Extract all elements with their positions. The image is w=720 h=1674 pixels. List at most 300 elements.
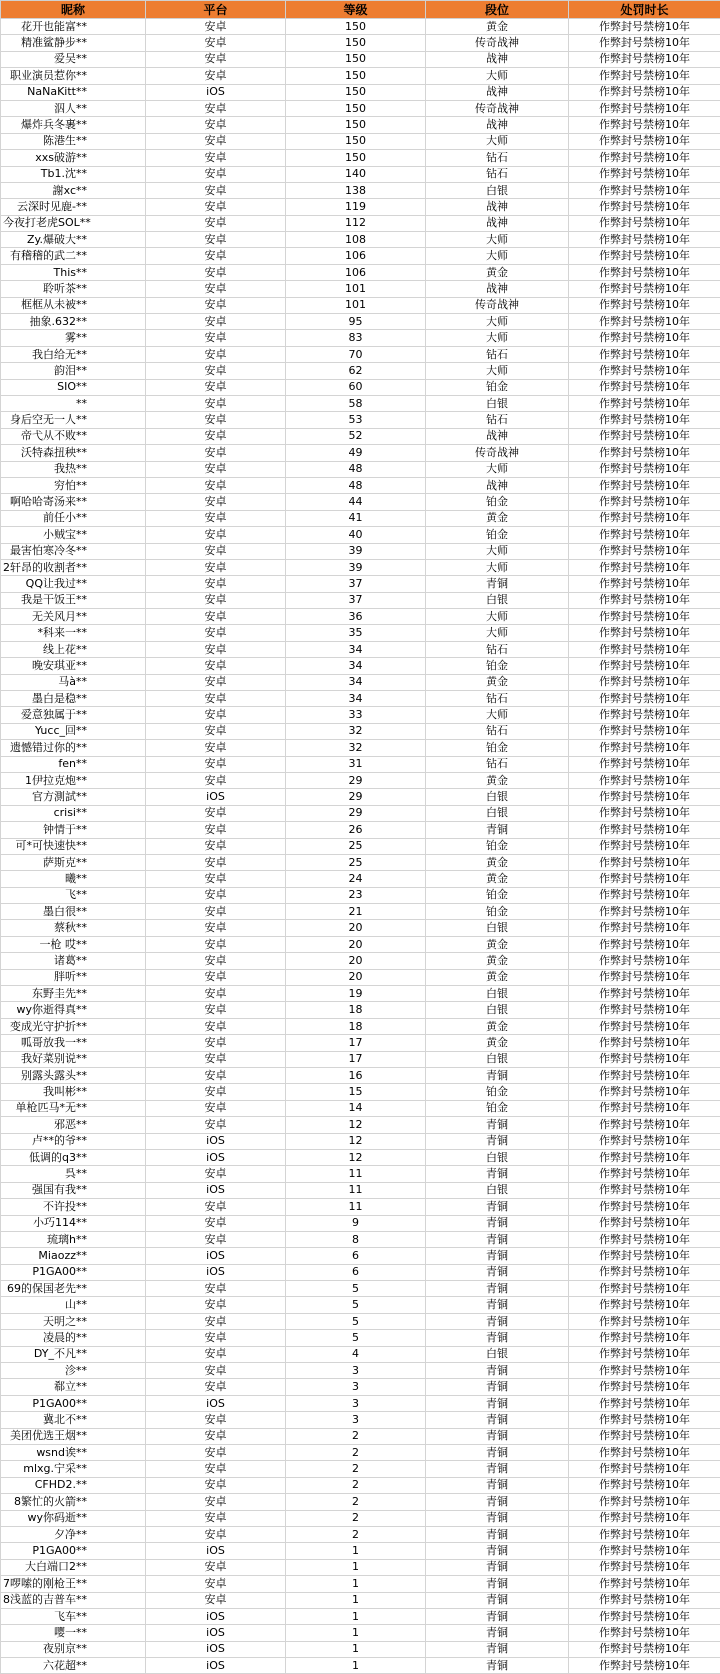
cell-rank: 大师 <box>426 363 569 379</box>
table-row <box>1 314 720 330</box>
cell-platform: 安卓 <box>146 281 286 297</box>
cell-nickname: 低调的q3** <box>1 1149 146 1165</box>
table-row <box>1 969 720 985</box>
cell-platform: 安卓 <box>146 674 286 690</box>
cell-nickname: 我好菜别说** <box>1 1051 146 1067</box>
cell-penalty: 作弊封号禁榜10年 <box>569 1346 720 1362</box>
cell-nickname: 单枪匹马*无** <box>1 1100 146 1116</box>
table-body <box>1 19 720 1674</box>
table-row <box>1 199 720 215</box>
cell-nickname: 可*可快速快** <box>1 838 146 854</box>
cell-rank: 黄金 <box>426 854 569 870</box>
cell-nickname: 小巧114** <box>1 1215 146 1231</box>
table-row <box>1 264 720 280</box>
cell-level: 11 <box>286 1182 426 1198</box>
cell-penalty: 作弊封号禁榜10年 <box>569 1608 720 1624</box>
cell-rank: 大师 <box>426 609 569 625</box>
cell-nickname: *科来一** <box>1 625 146 641</box>
table-row <box>1 1035 720 1051</box>
cell-platform: 安卓 <box>146 346 286 362</box>
cell-rank: 青铜 <box>426 1526 569 1542</box>
cell-rank: 黄金 <box>426 264 569 280</box>
cell-level: 29 <box>286 789 426 805</box>
cell-nickname: 抽象.632** <box>1 314 146 330</box>
cell-nickname: 曦** <box>1 871 146 887</box>
cell-platform: 安卓 <box>146 264 286 280</box>
cell-level: 108 <box>286 232 426 248</box>
cell-nickname: 呉** <box>1 1166 146 1182</box>
cell-rank: 战神 <box>426 117 569 133</box>
cell-nickname: 大白端口2** <box>1 1559 146 1575</box>
cell-level: 20 <box>286 953 426 969</box>
table-row <box>1 117 720 133</box>
cell-level: 101 <box>286 281 426 297</box>
cell-level: 1 <box>286 1625 426 1641</box>
cell-level: 44 <box>286 494 426 510</box>
table-row <box>1 559 720 575</box>
cell-platform: 安卓 <box>146 592 286 608</box>
cell-rank: 黄金 <box>426 871 569 887</box>
cell-platform: 安卓 <box>146 756 286 772</box>
cell-nickname: fen** <box>1 756 146 772</box>
cell-nickname: Tb1.沈** <box>1 166 146 182</box>
cell-nickname: 晚安琪亚** <box>1 658 146 674</box>
cell-rank: 青铜 <box>426 1608 569 1624</box>
cell-penalty: 作弊封号禁榜10年 <box>569 379 720 395</box>
table-row <box>1 887 720 903</box>
cell-nickname: 1伊拉克炮** <box>1 772 146 788</box>
table-row <box>1 1084 720 1100</box>
table-row <box>1 1608 720 1624</box>
cell-level: 60 <box>286 379 426 395</box>
cell-nickname: 陈港生** <box>1 133 146 149</box>
cell-rank: 白银 <box>426 1346 569 1362</box>
table-row <box>1 1592 720 1608</box>
cell-level: 3 <box>286 1363 426 1379</box>
cell-rank: 青铜 <box>426 1264 569 1280</box>
cell-rank: 青铜 <box>426 1363 569 1379</box>
cell-platform: 安卓 <box>146 395 286 411</box>
cell-level: 32 <box>286 723 426 739</box>
cell-nickname: wsnd诶** <box>1 1444 146 1460</box>
cell-level: 34 <box>286 658 426 674</box>
cell-nickname: ** <box>1 395 146 411</box>
cell-level: 18 <box>286 1018 426 1034</box>
cell-rank: 大师 <box>426 707 569 723</box>
cell-penalty: 作弊封号禁榜10年 <box>569 1510 720 1526</box>
cell-nickname: 爱意独属于** <box>1 707 146 723</box>
cell-penalty: 作弊封号禁榜10年 <box>569 100 720 116</box>
cell-nickname: 今夜打老虎SOL** <box>1 215 146 231</box>
cell-level: 1 <box>286 1576 426 1592</box>
table-row <box>1 1248 720 1264</box>
cell-level: 31 <box>286 756 426 772</box>
cell-penalty: 作弊封号禁榜10年 <box>569 740 720 756</box>
cell-level: 33 <box>286 707 426 723</box>
cell-rank: 青铜 <box>426 1477 569 1493</box>
cell-nickname: 沃特森扭秧** <box>1 445 146 461</box>
cell-nickname: 冀北不** <box>1 1412 146 1428</box>
table-row <box>1 1199 720 1215</box>
cell-level: 32 <box>286 740 426 756</box>
cell-level: 1 <box>286 1641 426 1657</box>
table-row <box>1 1477 720 1493</box>
table-row <box>1 854 720 870</box>
cell-penalty: 作弊封号禁榜10年 <box>569 1625 720 1641</box>
cell-nickname: 钟情于** <box>1 822 146 838</box>
cell-nickname: mlxg.宁采** <box>1 1461 146 1477</box>
cell-rank: 黄金 <box>426 953 569 969</box>
table-row <box>1 1215 720 1231</box>
cell-rank: 铂金 <box>426 904 569 920</box>
cell-level: 53 <box>286 412 426 428</box>
cell-rank: 白银 <box>426 789 569 805</box>
cell-platform: 安卓 <box>146 1526 286 1542</box>
cell-penalty: 作弊封号禁榜10年 <box>569 969 720 985</box>
cell-penalty: 作弊封号禁榜10年 <box>569 445 720 461</box>
cell-level: 2 <box>286 1461 426 1477</box>
cell-penalty: 作弊封号禁榜10年 <box>569 1363 720 1379</box>
cell-rank: 白银 <box>426 1002 569 1018</box>
cell-platform: 安卓 <box>146 658 286 674</box>
cell-rank: 大师 <box>426 461 569 477</box>
cell-rank: 大师 <box>426 559 569 575</box>
cell-penalty: 作弊封号禁榜10年 <box>569 707 720 723</box>
cell-nickname: 框框从未被** <box>1 297 146 313</box>
cell-platform: 安卓 <box>146 1215 286 1231</box>
cell-platform: 安卓 <box>146 1297 286 1313</box>
cell-level: 150 <box>286 84 426 100</box>
cell-level: 20 <box>286 936 426 952</box>
cell-platform: 安卓 <box>146 248 286 264</box>
cell-penalty: 作弊封号禁榜10年 <box>569 1297 720 1313</box>
cell-nickname: 69的保国老先** <box>1 1281 146 1297</box>
cell-level: 1 <box>286 1658 426 1674</box>
cell-nickname: 啊哈哈寄汤来** <box>1 494 146 510</box>
cell-nickname: xxs破游** <box>1 150 146 166</box>
cell-rank: 青铜 <box>426 1461 569 1477</box>
cell-rank: 铂金 <box>426 527 569 543</box>
cell-penalty: 作弊封号禁榜10年 <box>569 1002 720 1018</box>
cell-rank: 铂金 <box>426 658 569 674</box>
table-row <box>1 543 720 559</box>
table-row <box>1 1526 720 1542</box>
cell-penalty: 作弊封号禁榜10年 <box>569 133 720 149</box>
cell-platform: 安卓 <box>146 1068 286 1084</box>
cell-nickname: 萨斯克** <box>1 854 146 870</box>
cell-level: 11 <box>286 1166 426 1182</box>
cell-penalty: 作弊封号禁榜10年 <box>569 527 720 543</box>
table-row <box>1 871 720 887</box>
table-row <box>1 1018 720 1034</box>
cell-penalty: 作弊封号禁榜10年 <box>569 166 720 182</box>
cell-rank: 白银 <box>426 805 569 821</box>
cell-level: 20 <box>286 920 426 936</box>
cell-level: 23 <box>286 887 426 903</box>
table-row <box>1 215 720 231</box>
cell-platform: iOS <box>146 1264 286 1280</box>
cell-platform: 安卓 <box>146 838 286 854</box>
cell-nickname: 8繁忙的火箭** <box>1 1494 146 1510</box>
cell-penalty: 作弊封号禁榜10年 <box>569 1084 720 1100</box>
cell-rank: 青铜 <box>426 1444 569 1460</box>
table-row <box>1 1100 720 1116</box>
table-row <box>1 1166 720 1182</box>
cell-level: 5 <box>286 1313 426 1329</box>
cell-level: 34 <box>286 691 426 707</box>
cell-penalty: 作弊封号禁榜10年 <box>569 477 720 493</box>
cell-rank: 战神 <box>426 51 569 67</box>
cell-platform: iOS <box>146 789 286 805</box>
cell-penalty: 作弊封号禁榜10年 <box>569 428 720 444</box>
cell-rank: 青铜 <box>426 1412 569 1428</box>
cell-level: 1 <box>286 1592 426 1608</box>
cell-level: 25 <box>286 854 426 870</box>
table-row <box>1 986 720 1002</box>
cell-rank: 战神 <box>426 215 569 231</box>
cell-penalty: 作弊封号禁榜10年 <box>569 1149 720 1165</box>
cell-platform: 安卓 <box>146 1035 286 1051</box>
table-row <box>1 936 720 952</box>
cell-level: 2 <box>286 1494 426 1510</box>
cell-level: 37 <box>286 592 426 608</box>
table-row <box>1 100 720 116</box>
cell-rank: 青铜 <box>426 1576 569 1592</box>
cell-rank: 青铜 <box>426 1297 569 1313</box>
cell-rank: 铂金 <box>426 838 569 854</box>
cell-level: 12 <box>286 1149 426 1165</box>
cell-nickname: 飞车** <box>1 1608 146 1624</box>
cell-nickname: 琉璃h** <box>1 1231 146 1247</box>
cell-level: 34 <box>286 674 426 690</box>
cell-penalty: 作弊封号禁榜10年 <box>569 1018 720 1034</box>
cell-nickname: 无关风月** <box>1 609 146 625</box>
cell-rank: 青铜 <box>426 1215 569 1231</box>
cell-platform: 安卓 <box>146 559 286 575</box>
cell-penalty: 作弊封号禁榜10年 <box>569 756 720 772</box>
cell-level: 40 <box>286 527 426 543</box>
cell-rank: 钻石 <box>426 150 569 166</box>
cell-level: 14 <box>286 1100 426 1116</box>
cell-platform: 安卓 <box>146 150 286 166</box>
cell-penalty: 作弊封号禁榜10年 <box>569 1182 720 1198</box>
table-row <box>1 68 720 84</box>
cell-penalty: 作弊封号禁榜10年 <box>569 232 720 248</box>
table-row <box>1 133 720 149</box>
cell-platform: 安卓 <box>146 1461 286 1477</box>
cell-rank: 青铜 <box>426 1641 569 1657</box>
cell-nickname: 夕净** <box>1 1526 146 1542</box>
table-row <box>1 248 720 264</box>
table-row <box>1 1641 720 1657</box>
table-row <box>1 1149 720 1165</box>
table-row <box>1 1264 720 1280</box>
cell-nickname: 六花超** <box>1 1658 146 1674</box>
cell-nickname: NaNaKitt** <box>1 84 146 100</box>
cell-level: 150 <box>286 51 426 67</box>
cell-nickname: 遗憾错过你的** <box>1 740 146 756</box>
cell-level: 52 <box>286 428 426 444</box>
table-row <box>1 723 720 739</box>
cell-nickname: QQ让我过** <box>1 576 146 592</box>
cell-rank: 青铜 <box>426 1281 569 1297</box>
cell-nickname: 胖听** <box>1 969 146 985</box>
cell-platform: 安卓 <box>146 641 286 657</box>
cell-penalty: 作弊封号禁榜10年 <box>569 904 720 920</box>
cell-nickname: 不许投** <box>1 1199 146 1215</box>
table-row <box>1 182 720 198</box>
cell-rank: 黄金 <box>426 1018 569 1034</box>
cell-nickname: Zy.爆破大** <box>1 232 146 248</box>
table-row <box>1 281 720 297</box>
cell-level: 2 <box>286 1477 426 1493</box>
cell-platform: 安卓 <box>146 314 286 330</box>
cell-level: 70 <box>286 346 426 362</box>
cell-penalty: 作弊封号禁榜10年 <box>569 1166 720 1182</box>
cell-penalty: 作弊封号禁榜10年 <box>569 789 720 805</box>
cell-penalty: 作弊封号禁榜10年 <box>569 461 720 477</box>
cell-penalty: 作弊封号禁榜10年 <box>569 592 720 608</box>
cell-penalty: 作弊封号禁榜10年 <box>569 1494 720 1510</box>
cell-level: 3 <box>286 1412 426 1428</box>
cell-platform: 安卓 <box>146 1051 286 1067</box>
cell-platform: iOS <box>146 1543 286 1559</box>
table-row <box>1 772 720 788</box>
table-row <box>1 1330 720 1346</box>
cell-rank: 青铜 <box>426 1068 569 1084</box>
cell-nickname: 爱吴** <box>1 51 146 67</box>
cell-platform: 安卓 <box>146 1281 286 1297</box>
cell-platform: 安卓 <box>146 494 286 510</box>
cell-nickname: 郗立** <box>1 1379 146 1395</box>
cell-nickname: Miaozz** <box>1 1248 146 1264</box>
cell-level: 8 <box>286 1231 426 1247</box>
cell-rank: 青铜 <box>426 1510 569 1526</box>
cell-rank: 青铜 <box>426 1658 569 1674</box>
cell-penalty: 作弊封号禁榜10年 <box>569 199 720 215</box>
cell-level: 112 <box>286 215 426 231</box>
cell-penalty: 作弊封号禁榜10年 <box>569 1412 720 1428</box>
cell-level: 58 <box>286 395 426 411</box>
cell-nickname: 山** <box>1 1297 146 1313</box>
cell-platform: iOS <box>146 1149 286 1165</box>
cell-nickname: 天明之** <box>1 1313 146 1329</box>
table-row <box>1 461 720 477</box>
table-row <box>1 84 720 100</box>
cell-platform: 安卓 <box>146 625 286 641</box>
cell-penalty: 作弊封号禁榜10年 <box>569 953 720 969</box>
cell-nickname: 卢**的爷** <box>1 1133 146 1149</box>
cell-platform: 安卓 <box>146 35 286 51</box>
cell-nickname: 2轩昂的收割者** <box>1 559 146 575</box>
table-row <box>1 822 720 838</box>
cell-level: 37 <box>286 576 426 592</box>
cell-platform: 安卓 <box>146 379 286 395</box>
cell-platform: 安卓 <box>146 1084 286 1100</box>
cell-rank: 钻石 <box>426 641 569 657</box>
table-row <box>1 412 720 428</box>
table-row <box>1 1461 720 1477</box>
table-row <box>1 609 720 625</box>
cell-nickname: Yucc_回** <box>1 723 146 739</box>
table-row <box>1 1346 720 1362</box>
cell-nickname: 精准鲨静步** <box>1 35 146 51</box>
cell-platform: 安卓 <box>146 461 286 477</box>
cell-nickname: CFHD2.** <box>1 1477 146 1493</box>
cell-rank: 传奇战神 <box>426 445 569 461</box>
table-row <box>1 658 720 674</box>
cell-nickname: 呱哥放我一** <box>1 1035 146 1051</box>
cell-platform: 安卓 <box>146 330 286 346</box>
cell-penalty: 作弊封号禁榜10年 <box>569 871 720 887</box>
cell-nickname: 墨白很** <box>1 904 146 920</box>
cell-platform: 安卓 <box>146 1412 286 1428</box>
cell-penalty: 作弊封号禁榜10年 <box>569 117 720 133</box>
cell-nickname: 我热** <box>1 461 146 477</box>
cell-nickname: 职业演员惹你** <box>1 68 146 84</box>
cell-platform: 安卓 <box>146 100 286 116</box>
cell-platform: 安卓 <box>146 576 286 592</box>
table-row <box>1 1395 720 1411</box>
table-row <box>1 904 720 920</box>
cell-penalty: 作弊封号禁榜10年 <box>569 1281 720 1297</box>
cell-nickname: crisi** <box>1 805 146 821</box>
cell-penalty: 作弊封号禁榜10年 <box>569 1428 720 1444</box>
cell-penalty: 作弊封号禁榜10年 <box>569 1576 720 1592</box>
cell-platform: 安卓 <box>146 232 286 248</box>
cell-level: 18 <box>286 1002 426 1018</box>
cell-penalty: 作弊封号禁榜10年 <box>569 412 720 428</box>
table-row <box>1 1428 720 1444</box>
cell-platform: 安卓 <box>146 1510 286 1526</box>
cell-level: 6 <box>286 1264 426 1280</box>
cell-nickname: 穷怕** <box>1 477 146 493</box>
cell-level: 2 <box>286 1526 426 1542</box>
cell-platform: iOS <box>146 1608 286 1624</box>
cell-rank: 青铜 <box>426 576 569 592</box>
cell-rank: 黄金 <box>426 1035 569 1051</box>
cell-rank: 战神 <box>426 84 569 100</box>
cell-penalty: 作弊封号禁榜10年 <box>569 1133 720 1149</box>
table-row <box>1 625 720 641</box>
cell-platform: 安卓 <box>146 805 286 821</box>
cell-rank: 青铜 <box>426 1313 569 1329</box>
cell-platform: 安卓 <box>146 297 286 313</box>
cell-platform: 安卓 <box>146 1346 286 1362</box>
cell-rank: 青铜 <box>426 1330 569 1346</box>
cell-nickname: 我叫彬** <box>1 1084 146 1100</box>
cell-rank: 铂金 <box>426 494 569 510</box>
cell-platform: 安卓 <box>146 1231 286 1247</box>
cell-rank: 白银 <box>426 182 569 198</box>
cell-nickname: 花开也能富** <box>1 19 146 35</box>
cell-platform: iOS <box>146 1625 286 1641</box>
table-row <box>1 953 720 969</box>
table-row <box>1 1363 720 1379</box>
table-row <box>1 1231 720 1247</box>
cell-penalty: 作弊封号禁榜10年 <box>569 641 720 657</box>
cell-level: 6 <box>286 1248 426 1264</box>
cell-level: 150 <box>286 117 426 133</box>
cell-level: 12 <box>286 1117 426 1133</box>
cell-level: 1 <box>286 1559 426 1575</box>
cell-platform: 安卓 <box>146 740 286 756</box>
cell-rank: 钻石 <box>426 412 569 428</box>
cell-level: 1 <box>286 1543 426 1559</box>
table-row <box>1 51 720 67</box>
cell-rank: 战神 <box>426 199 569 215</box>
cell-penalty: 作弊封号禁榜10年 <box>569 1215 720 1231</box>
